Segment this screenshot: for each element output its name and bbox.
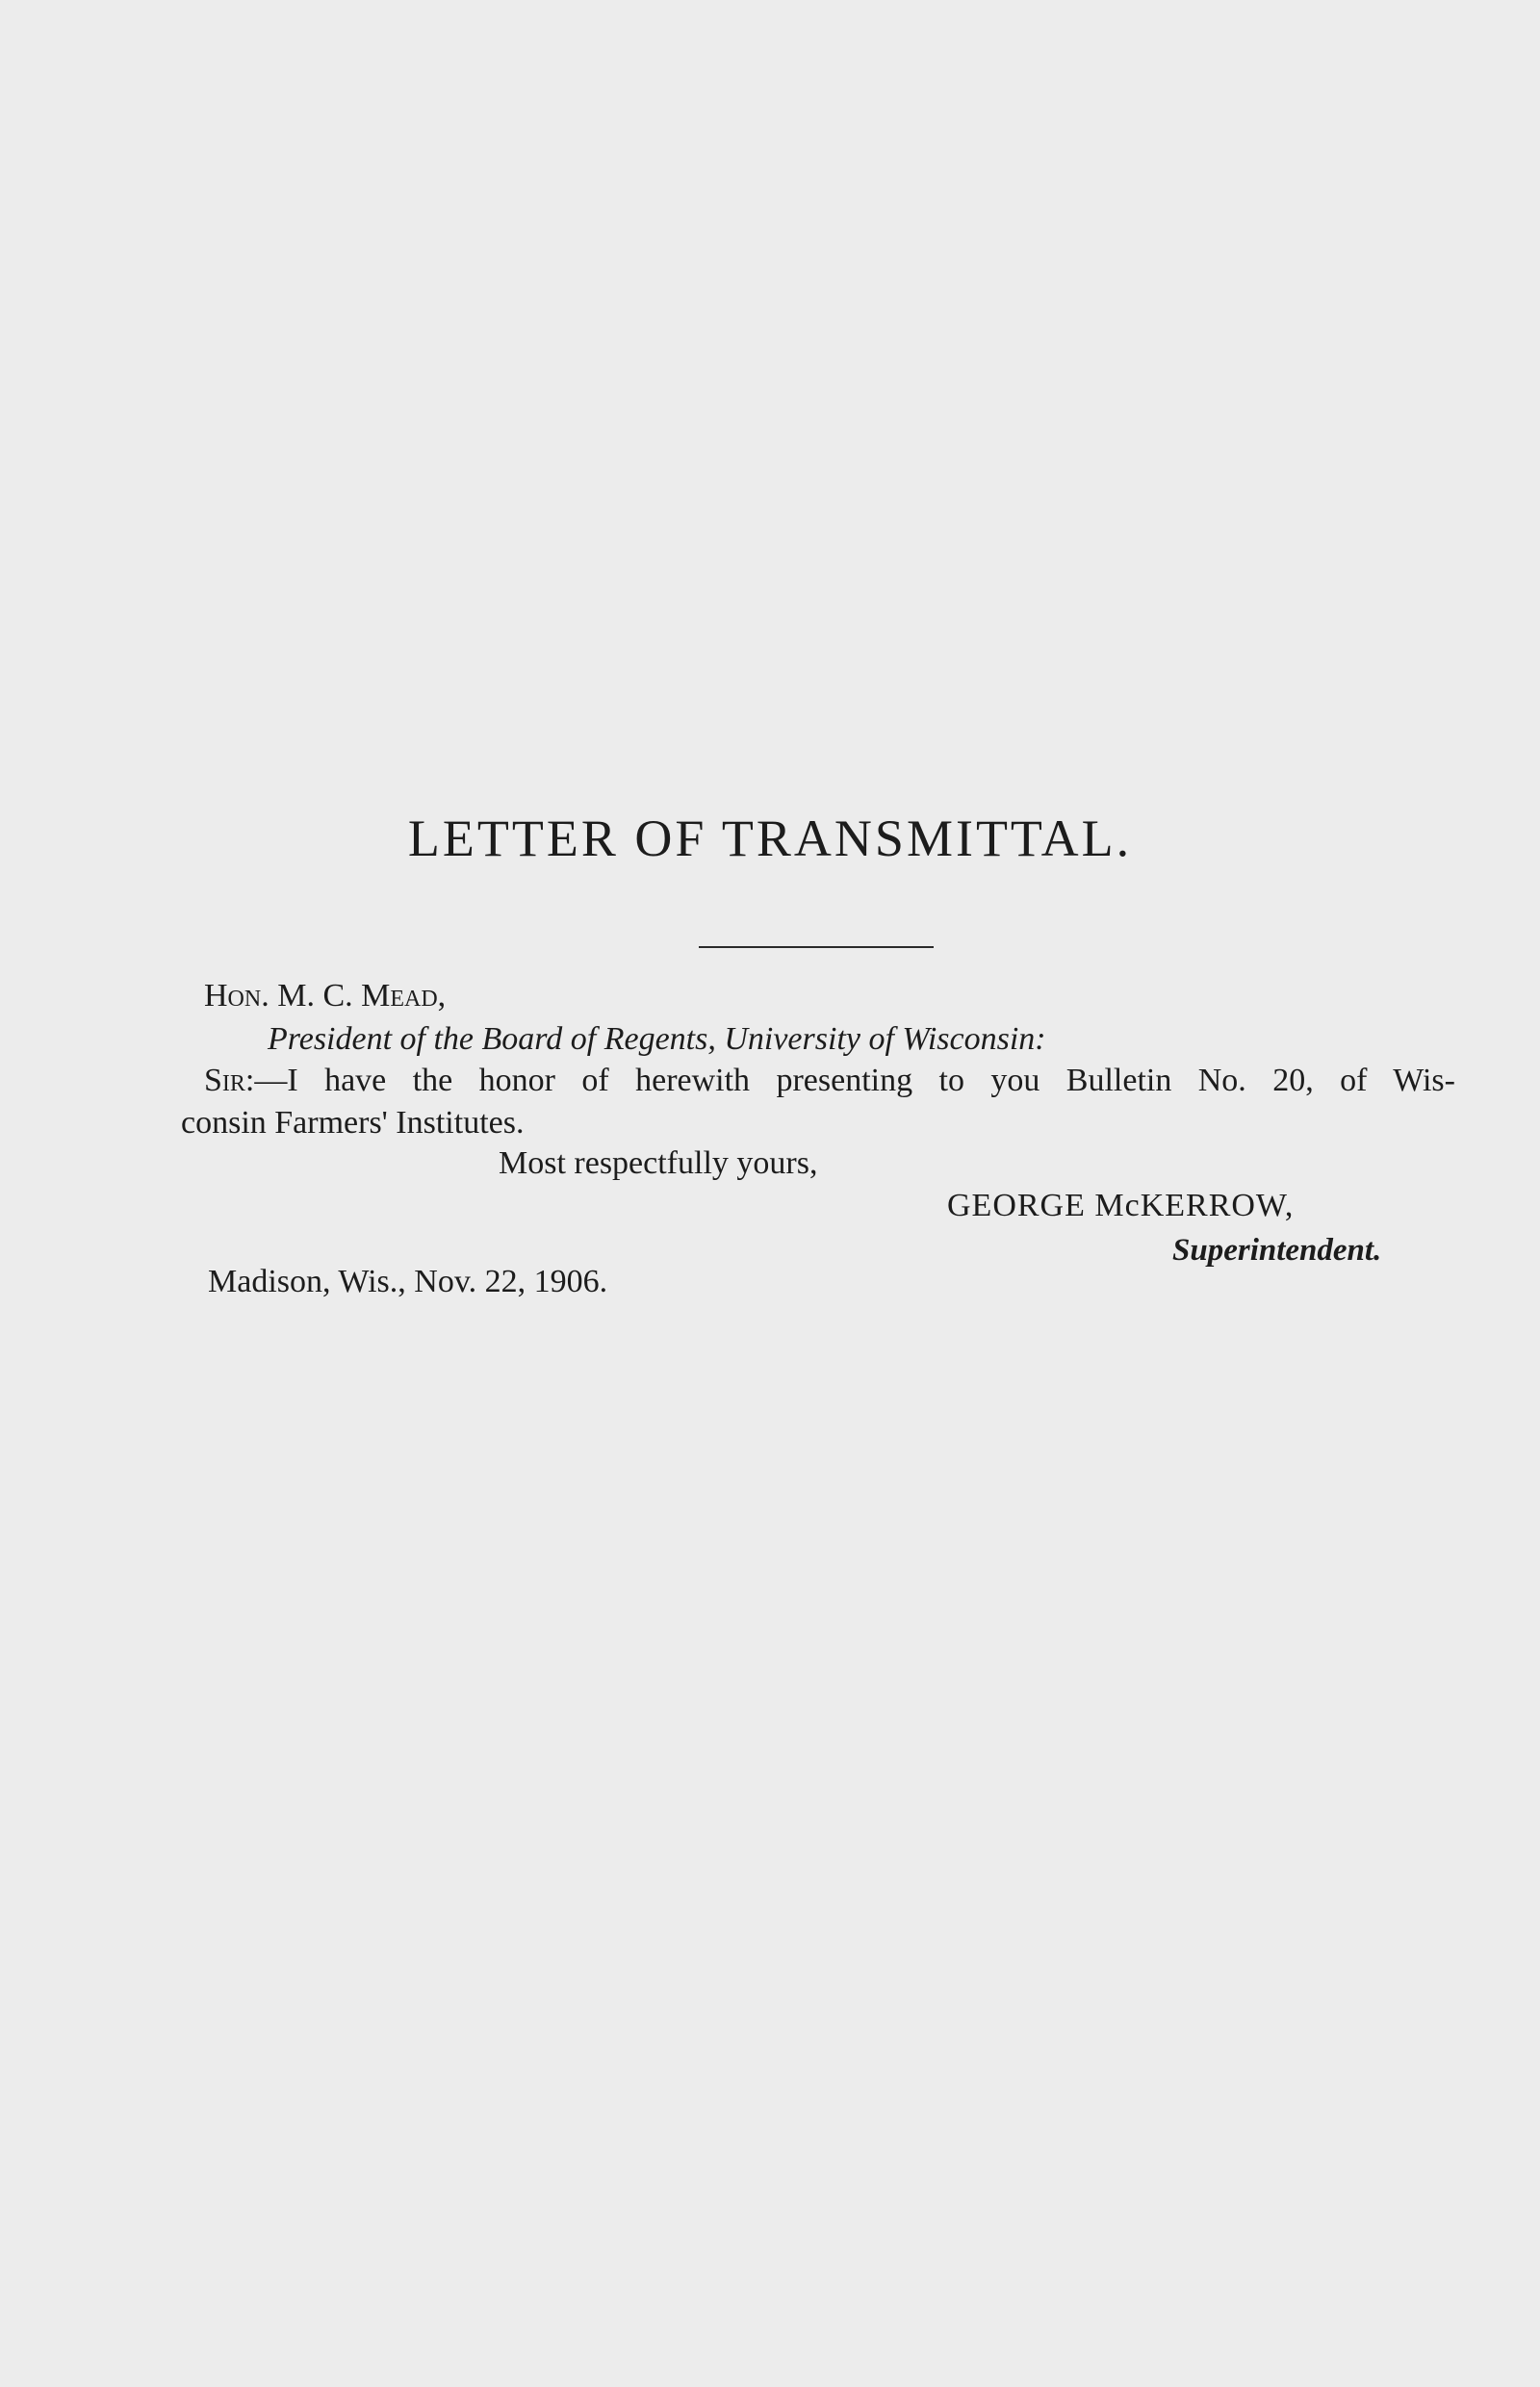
signer-name: GEORGE McKERROW, — [947, 1188, 1295, 1223]
addressee-name — [204, 978, 446, 1014]
salutation: Sir: — [204, 1063, 255, 1098]
place-and-date: Madison, Wis., Nov. 22, 1906. — [208, 1264, 608, 1299]
signer-title: Superintendent. — [1172, 1233, 1382, 1268]
addressee-name-text: Hon. M. C. Mead, — [204, 978, 447, 1014]
letter-body-line-1 — [204, 1063, 1455, 1099]
page-title: LETTER OF TRANSMITTAL. — [407, 809, 1133, 867]
addressee-office: President of the Board of Regents, University of Wisconsin: — [268, 1021, 1046, 1057]
title-divider — [699, 946, 934, 948]
complimentary-closing: Most respectfully yours, — [499, 1145, 818, 1181]
letter-body-text-1: —I have the honor of herewith presenting to you Bulletin No. 20, of Wis- — [254, 1063, 1455, 1098]
letter-body-line-2: consin Farmers' Institutes. — [181, 1105, 525, 1141]
